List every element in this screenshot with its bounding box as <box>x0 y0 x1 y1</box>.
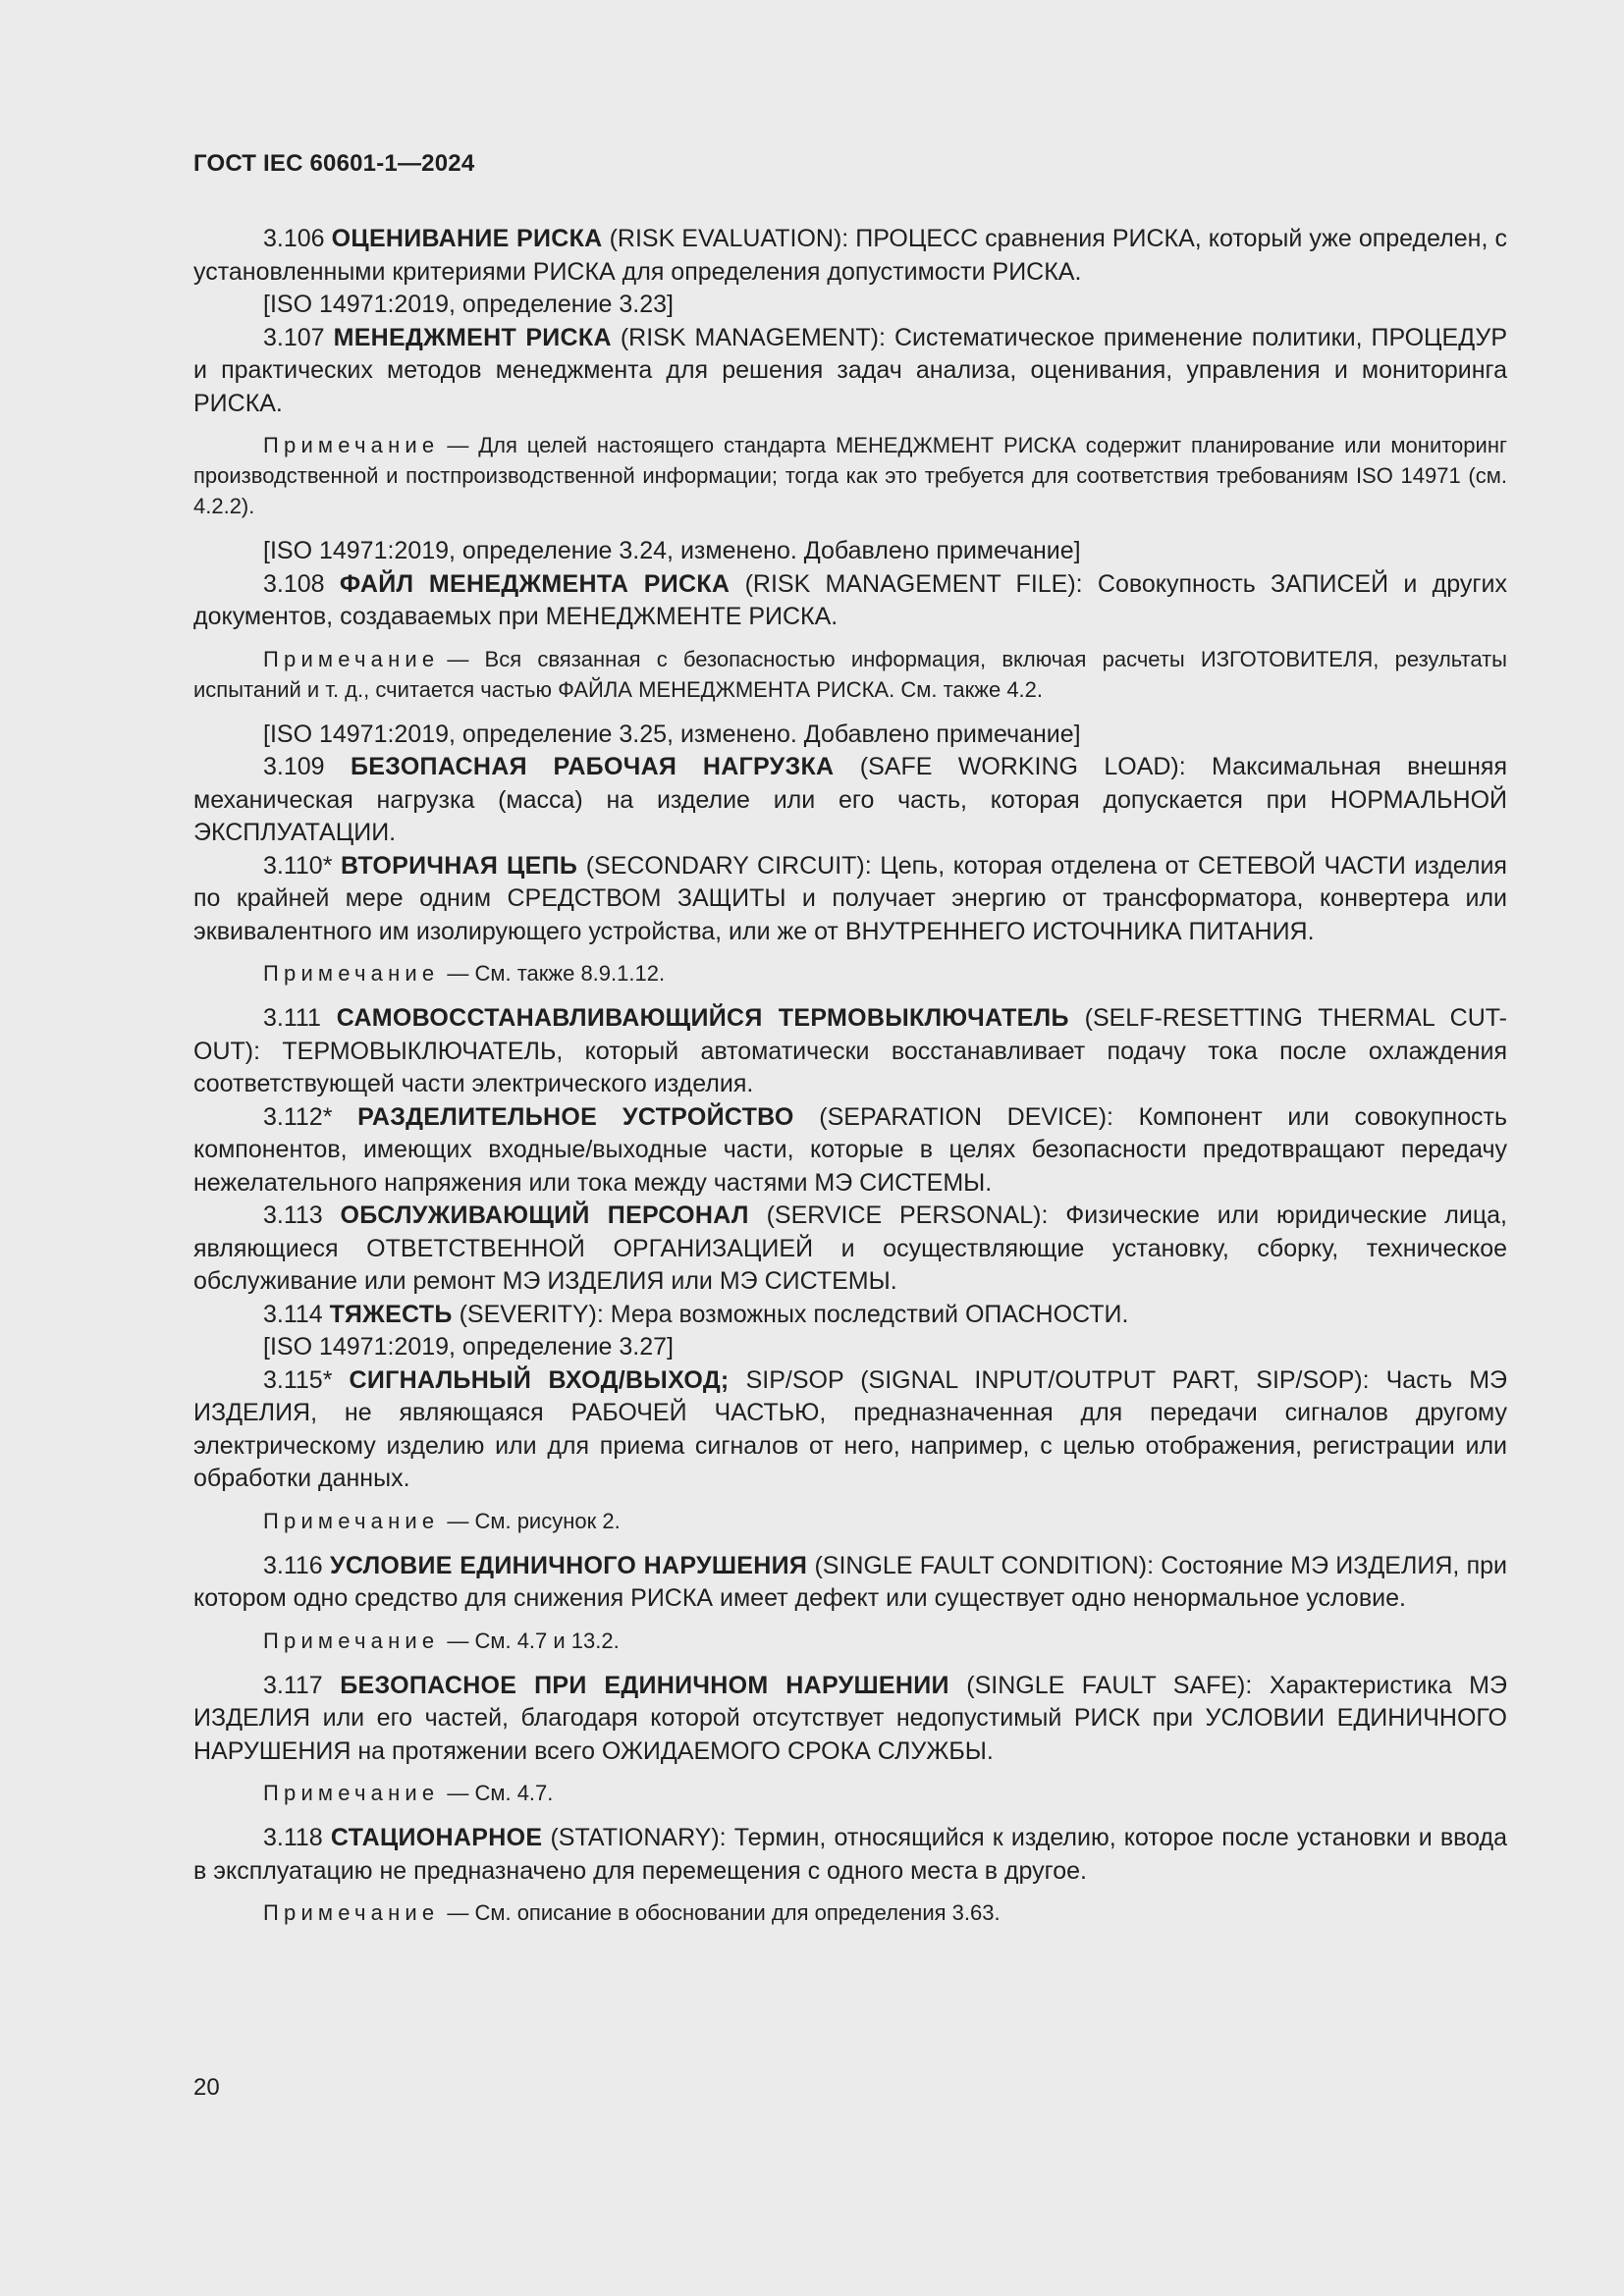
definition-number: 3.114 <box>263 1300 323 1328</box>
definition-term: МЕНЕДЖМЕНТ РИСКА <box>333 323 612 351</box>
definition-number: 3.109 <box>263 753 325 780</box>
definition-term: БЕЗОПАСНАЯ РАБОЧАЯ НАГРУЗКА <box>350 753 835 780</box>
document-header: ГОСТ IEC 60601-1—2024 <box>193 150 475 177</box>
definition-text: (SINGLE FAULT SAFE): Характеристика МЭ ИЗДЕЛИЯ или его частей, благодаря которой отсутствует недопустимый РИСК при УСЛОВИИ ЕДИНИЧНОГО НАРУШЕНИЯ на протяжении всего ОЖИДАЕМОГО СРОКА СЛУЖБЫ. <box>193 1671 1507 1765</box>
definition-number: 3.117 <box>263 1671 323 1699</box>
definition-term: ОБСЛУЖИВАЮЩИЙ ПЕРСОНАЛ <box>340 1201 749 1229</box>
definition-text: (RISK EVALUATION): ПРОЦЕСС сравнения РИСКА, который уже определен, с установленными критериями РИСКА для определения допустимости РИСКА. <box>193 225 1507 286</box>
definition-number: 3.118 <box>263 1824 323 1851</box>
definition-number: 3.107 <box>263 323 325 351</box>
definition-term: ОЦЕНИВАНИЕ РИСКА <box>331 225 603 252</box>
definition-term: САМОВОССТАНАВЛИВАЮЩИЙСЯ ТЕРМОВЫКЛЮЧАТЕЛЬ <box>336 1004 1069 1032</box>
note-text: — Для целей настоящего стандарта МЕНЕДЖМЕНТ РИСКА содержит планирование или мониторинг производственной и постпроизводственной информации; тогда как это требуется для соответствия требованиям ISO 14971 (см. 4.2.2). <box>193 433 1507 518</box>
reference: [ISO 14971:2019, определение 3.25, изменено. Добавлено примечание] <box>263 720 1081 748</box>
definition-3-115 <box>193 1364 1507 1496</box>
definition-text: (STATIONARY): Термин, относящийся к изделию, которое после установки и ввода в эксплуатацию не предназначено для перемещения с одного места в другое. <box>193 1824 1507 1885</box>
definition-text: (SEVERITY): Мера возможных последствий ОПАСНОСТИ. <box>459 1300 1129 1328</box>
definition-3-106 <box>193 223 1507 289</box>
definition-number: 3.116 <box>263 1551 323 1579</box>
definition-3-113 <box>193 1200 1507 1299</box>
definitions-list <box>193 223 1507 1942</box>
definition-term: ФАЙЛ МЕНЕДЖМЕНТА РИСКА <box>339 569 731 598</box>
definition-3-116 <box>193 1550 1507 1616</box>
definition-number: 3.113 <box>263 1201 323 1229</box>
definition-3-117 <box>193 1670 1507 1769</box>
definition-term: СТАЦИОНАРНОЕ <box>330 1824 543 1851</box>
definition-3-114 <box>193 1299 1507 1332</box>
definition-number: 3.110* <box>263 851 333 880</box>
definition-3-107 <box>193 322 1507 421</box>
reference: [ISO 14971:2019, определение 3.23] <box>263 291 675 318</box>
definition-text: (SECONDARY CIRCUIT): Цепь, которая отделена от СЕТЕВОЙ ЧАСТИ изделия по крайней мере одним СРЕДСТВОМ ЗАЩИТЫ и получает энергию от трансформатора, конвертера или эквивалентного им изолирующего устройства, или же от ВНУТРЕННЕГО ИСТОЧНИКА ПИТАНИЯ. <box>193 851 1507 945</box>
note-label: Примечание <box>263 961 440 986</box>
note <box>193 1506 1507 1536</box>
definition-term: ВТОРИЧНАЯ ЦЕПЬ <box>341 851 578 880</box>
note-text: — См. 4.7. <box>447 1781 554 1805</box>
note-label: Примечание <box>263 1508 440 1533</box>
definition-text: (RISK MANAGEMENT FILE): Совокупность ЗАПИСЕЙ и других документов, создаваемых при МЕНЕДЖМЕНТЕ РИСКА. <box>193 569 1507 630</box>
definition-3-111 <box>193 1002 1507 1101</box>
note-label: Примечание <box>263 646 440 671</box>
note-label: Примечание <box>263 433 440 457</box>
note-label: Примечание <box>263 1781 440 1805</box>
definition-text: (SAFE WORKING LOAD): Максимальная внешняя механическая нагрузка (масса) на изделие или его часть, которая допускается при НОРМАЛЬНОЙ ЭКСПЛУАТАЦИИ. <box>193 753 1507 846</box>
definition-term: РАЗДЕЛИТЕЛЬНОЕ УСТРОЙСТВО <box>357 1102 794 1131</box>
definition-3-108 <box>193 568 1507 634</box>
note-label: Примечание <box>263 1628 440 1653</box>
definition-text: (SINGLE FAULT CONDITION): Состояние МЭ ИЗДЕЛИЯ, при котором одно средство для снижения РИСКА имеет дефект или существует одно ненормальное условие. <box>193 1551 1508 1612</box>
definition-number: 3.115* <box>263 1365 333 1394</box>
document-page <box>193 0 1507 2296</box>
note-text: — См. описание в обосновании для определения 3.63. <box>447 1900 1001 1925</box>
definition-3-118 <box>193 1822 1507 1888</box>
definition-number: 3.111 <box>263 1004 321 1032</box>
definition-term: ТЯЖЕСТЬ <box>329 1300 453 1328</box>
note-text: — Вся связанная с безопасностью информация, включая расчеты ИЗГОТОВИТЕЛЯ, результаты испытаний и т. д., считается частью ФАЙЛА МЕНЕДЖМЕНТА РИСКА. См. также 4.2. <box>193 646 1507 702</box>
definition-3-112 <box>193 1101 1507 1201</box>
note <box>193 1897 1507 1928</box>
definition-number: 3.108 <box>263 569 325 598</box>
definition-text: (SERVICE PERSONAL): Физические или юридические лица, являющиеся ОТВЕТСТВЕННОЙ ОРГАНИЗАЦИЕЙ и осуществляющие установку, сборку, техническое обслуживание или ремонт МЭ ИЗДЕЛИЯ или МЭ СИСТЕМЫ. <box>193 1201 1507 1295</box>
page-number: 20 <box>193 2074 220 2101</box>
definition-text: (RISK MANAGEMENT): Систематическое применение политики, ПРОЦЕДУР и практических методов менеджмента для решения задач анализа, оценивания, управления и мониторинга РИСКА. <box>193 323 1507 417</box>
definition-term: СИГНАЛЬНЫЙ ВХОД/ВЫХОД; <box>349 1365 730 1394</box>
note <box>193 1626 1507 1656</box>
note-text: — См. рисунок 2. <box>447 1508 621 1533</box>
definition-term: БЕЗОПАСНОЕ ПРИ ЕДИНИЧНОМ НАРУШЕНИИ <box>340 1671 949 1699</box>
definition-text: (SEPARATION DEVICE): Компонент или совокупность компонентов, имеющих входные/выходные части, которые в целях безопасности предотвращают передачу нежелательного напряжения или тока между частями МЭ СИСТЕМЫ. <box>193 1102 1507 1197</box>
reference: [ISO 14971:2019, определение 3.24, изменено. Добавлено примечание] <box>263 537 1081 564</box>
note <box>193 430 1507 521</box>
note <box>193 958 1507 988</box>
note-text: — См. 4.7 и 13.2. <box>447 1628 620 1653</box>
definition-text: SIP/SOP (SIGNAL INPUT/OUTPUT PART, SIP/SOP): Часть МЭ ИЗДЕЛИЯ, не являющаяся РАБОЧЕЙ ЧАСТЬЮ, предназначенная для передачи сигналов другому электрическому изделию или для приема сигналов от него, например, с целью отображения, регистрации или обработки данных. <box>193 1365 1507 1492</box>
note-label: Примечание <box>263 1900 440 1925</box>
note-text: — См. также 8.9.1.12. <box>447 961 666 986</box>
definition-number: 3.106 <box>263 225 325 252</box>
definition-term: УСЛОВИЕ ЕДИНИЧНОГО НАРУШЕНИЯ <box>329 1551 808 1579</box>
reference: [ISO 14971:2019, определение 3.27] <box>263 1333 675 1361</box>
definition-number: 3.112* <box>263 1102 333 1131</box>
definition-text: (SELF-RESETTING THERMAL CUT-OUT): ТЕРМОВЫКЛЮЧАТЕЛЬ, который автоматически восстанавливает подачу тока после охлаждения соответствующей части электрического изделия. <box>193 1004 1507 1097</box>
definition-3-110 <box>193 850 1507 949</box>
note <box>193 644 1507 705</box>
definition-3-109 <box>193 751 1507 850</box>
note <box>193 1778 1507 1808</box>
